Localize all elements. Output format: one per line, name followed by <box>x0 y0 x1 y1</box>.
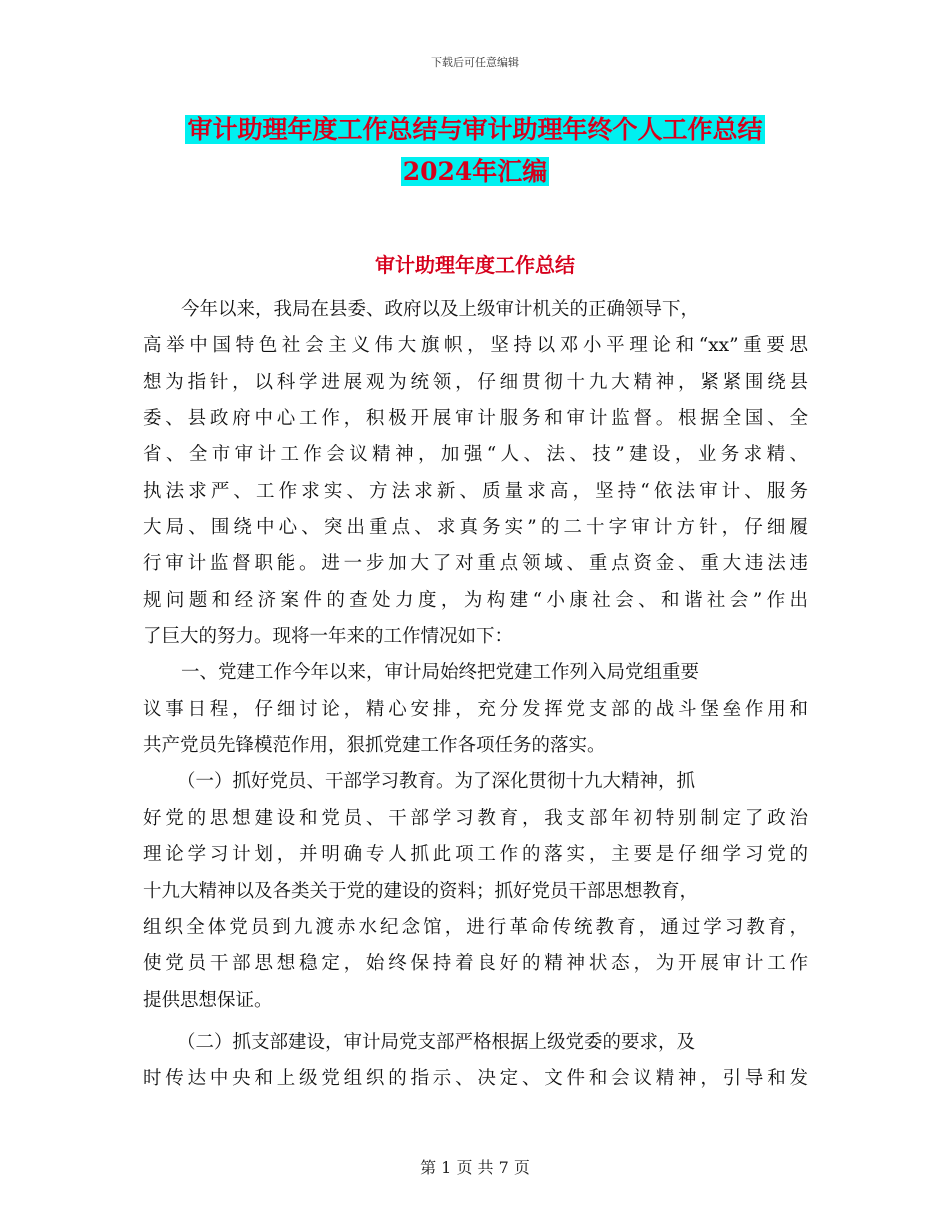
paragraph-line: 高举中国特色社会主义伟大旗帜，坚持以邓小平理论和“xx”重要思 <box>143 335 808 357</box>
paragraph-line: 今年以来，我局在县委、政府以及上级审计机关的正确领导下， <box>181 299 700 320</box>
document-title-line-2-text: 2024年汇编 <box>402 157 548 186</box>
paragraph-line: 提供思想保证。 <box>143 989 273 1011</box>
header-note: 下载后可任意编辑 <box>431 56 519 69</box>
paragraph-2 <box>143 655 808 764</box>
paragraph-line: 组织全体党员到九渡赤水纪念馆，进行革命传统教育，通过学习教育， <box>143 916 808 938</box>
paragraph-line: 委、县政府中心工作，积极开展审计服务和审计监督。根据全国、全 <box>143 408 808 430</box>
paragraph-line: 议事日程，仔细讨论，精心安排，充分发挥党支部的战斗堡垒作用和 <box>143 698 808 720</box>
paragraph-line: 规问题和经济案件的查处力度，为构建“小康社会、和谐社会”作出 <box>143 589 808 611</box>
paragraph-line: 一、党建工作今年以来，审计局始终把党建工作列入局党组重要 <box>181 662 700 684</box>
page-footer: 第 1 页 共 7 页 <box>420 1158 530 1177</box>
paragraph-line: 使党员干部思想稳定，始终保持着良好的精神状态，为开展审计工作 <box>143 953 808 975</box>
paragraph-3 <box>143 764 808 1018</box>
paragraph-line: 共产党员先锋模范作用，狠抓党建工作各项任务的落实。 <box>143 735 606 757</box>
paragraph-line: 理论学习计划，并明确专人抓此项工作的落实，主要是仔细学习党的 <box>143 844 808 866</box>
paragraph-line: 时传达中央和上级党组织的指示、决定、文件和会议精神，引导和发 <box>143 1068 808 1090</box>
document-title-line-2 <box>0 157 950 187</box>
body-text <box>143 292 808 1098</box>
paragraph-line: 想为指针，以科学进展观为统领，仔细贯彻十九大精神，紧紧围绕县 <box>143 371 808 393</box>
paragraph-4 <box>143 1025 808 1098</box>
paragraph-line: （二）抓支部建设，审计局党支部严格根据上级党委的要求，及 <box>177 1031 696 1053</box>
document-title-line-1-text: 审计助理年度工作总结与审计助理年终个人工作总结 <box>187 115 763 144</box>
paragraph-line: 好党的思想建设和党员、干部学习教育，我支部年初特别制定了政治 <box>143 807 808 829</box>
section-title: 审计助理年度工作总结 <box>375 253 575 277</box>
paragraph-line: （一）抓好党员、干部学习教育。为了深化贯彻十九大精神，抓 <box>177 771 696 793</box>
document-title-line-1 <box>0 115 950 145</box>
paragraph-line: 大局、围绕中心、突出重点、求真务实”的二十字审计方针，仔细履 <box>143 517 808 539</box>
paragraph-line: 执法求严、工作求实、方法求新、质量求高，坚持“依法审计、服务 <box>143 480 808 502</box>
paragraph-line: 了巨大的努力。现将一年来的工作情况如下： <box>143 626 514 648</box>
paragraph-1 <box>143 292 808 655</box>
paragraph-line: 行审计监督职能。进一步加大了对重点领域、重点资金、重大违法违 <box>143 553 808 575</box>
paragraph-line: 十九大精神以及各类关于党的建设的资料；抓好党员干部思想教育， <box>143 880 699 902</box>
paragraph-line: 省、全市审计工作会议精神，加强“人、法、技”建设，业务求精、 <box>143 444 808 466</box>
